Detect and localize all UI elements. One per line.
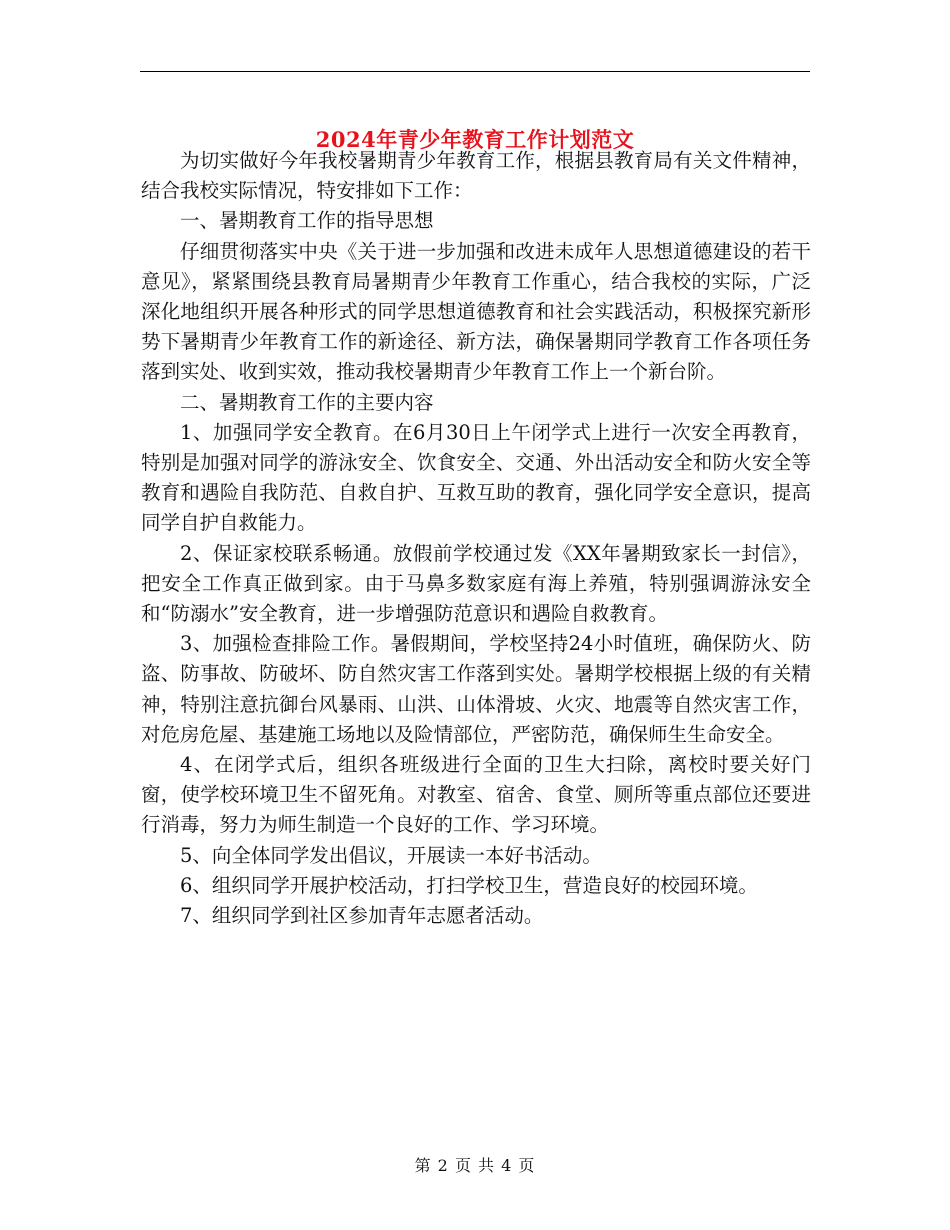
- item-4-cleaning: 4、在闭学式后，组织各班级进行全面的卫生大扫除，离校时要关好门窗，使学校环境卫生不留死角。对教室、宿舍、食堂、厕所等重点部位还要进行消毒，努力为师生制造一个良好的工作、学习环境。: [141, 753, 811, 837]
- item-5-reading: 5、向全体同学发出倡议，开展读一本好书活动。: [180, 843, 602, 867]
- page-number: 第 2 页 共 4 页: [414, 1156, 536, 1175]
- section-heading-guiding-ideology: 一、暑期教育工作的指导思想: [180, 209, 434, 233]
- header-rule: [140, 71, 810, 72]
- item-3-inspection: 3、加强检查排险工作。暑假期间，学校坚持24小时值班，确保防火、防盗、防事故、防破坏、防自然灾害工作落到实处。暑期学校根据上级的有关精神，特别注意抗御台风暴雨、山洪、山体滑坡、火灾、地震等自然灾害工作，对危房危屋、基建施工场地以及险情部位，严密防范，确保师生生命安全。: [141, 632, 811, 746]
- intro-paragraph: 为切实做好今年我校暑期青少年教育工作，根据县教育局有关文件精神，结合我校实际情况，特安排如下工作：: [141, 149, 811, 203]
- section-heading-main-content: 二、暑期教育工作的主要内容: [180, 390, 434, 414]
- document-body: [141, 146, 811, 931]
- item-2-home-school-contact: 2、保证家校联系畅通。放假前学校通过发《XX年暑期致家长一封信》，把安全工作真正做到家。由于马鼻多数家庭有海上养殖，特别强调游泳安全和“防溺水”安全教育，进一步增强防范意识和遇险自救教育。: [141, 541, 811, 626]
- item-1-safety-education: 1、加强同学安全教育。在6月30日上午闭学式上进行一次安全再教育，特别是加强对同学的游泳安全、饮食安全、交通、外出活动安全和防火安全等教育和遇险自我防范、自救自护、互救互助的教育，强化同学安全意识，提高同学自护自救能力。: [141, 420, 811, 535]
- document-title: 2024年青少年教育工作计划范文: [315, 127, 635, 153]
- guiding-ideology-paragraph: 仔细贯彻落实中央《关于进一步加强和改进未成年人思想道德建设的若干意见》，紧紧围绕县教育局暑期青少年教育工作重心，结合我校的实际，广泛深化地组织开展各种形式的同学思想道德教育和社会实践活动，积极探究新形势下暑期青少年教育工作的新途径、新方法，确保暑期同学教育工作各项任务落到实处、收到实效，推动我校暑期青少年教育工作上一个新台阶。: [141, 239, 811, 384]
- item-7-volunteer: 7、组织同学到社区参加青年志愿者活动。: [180, 904, 544, 928]
- item-6-school-protection: 6、组织同学开展护校活动，打扫学校卫生，营造良好的校园环境。: [180, 873, 758, 897]
